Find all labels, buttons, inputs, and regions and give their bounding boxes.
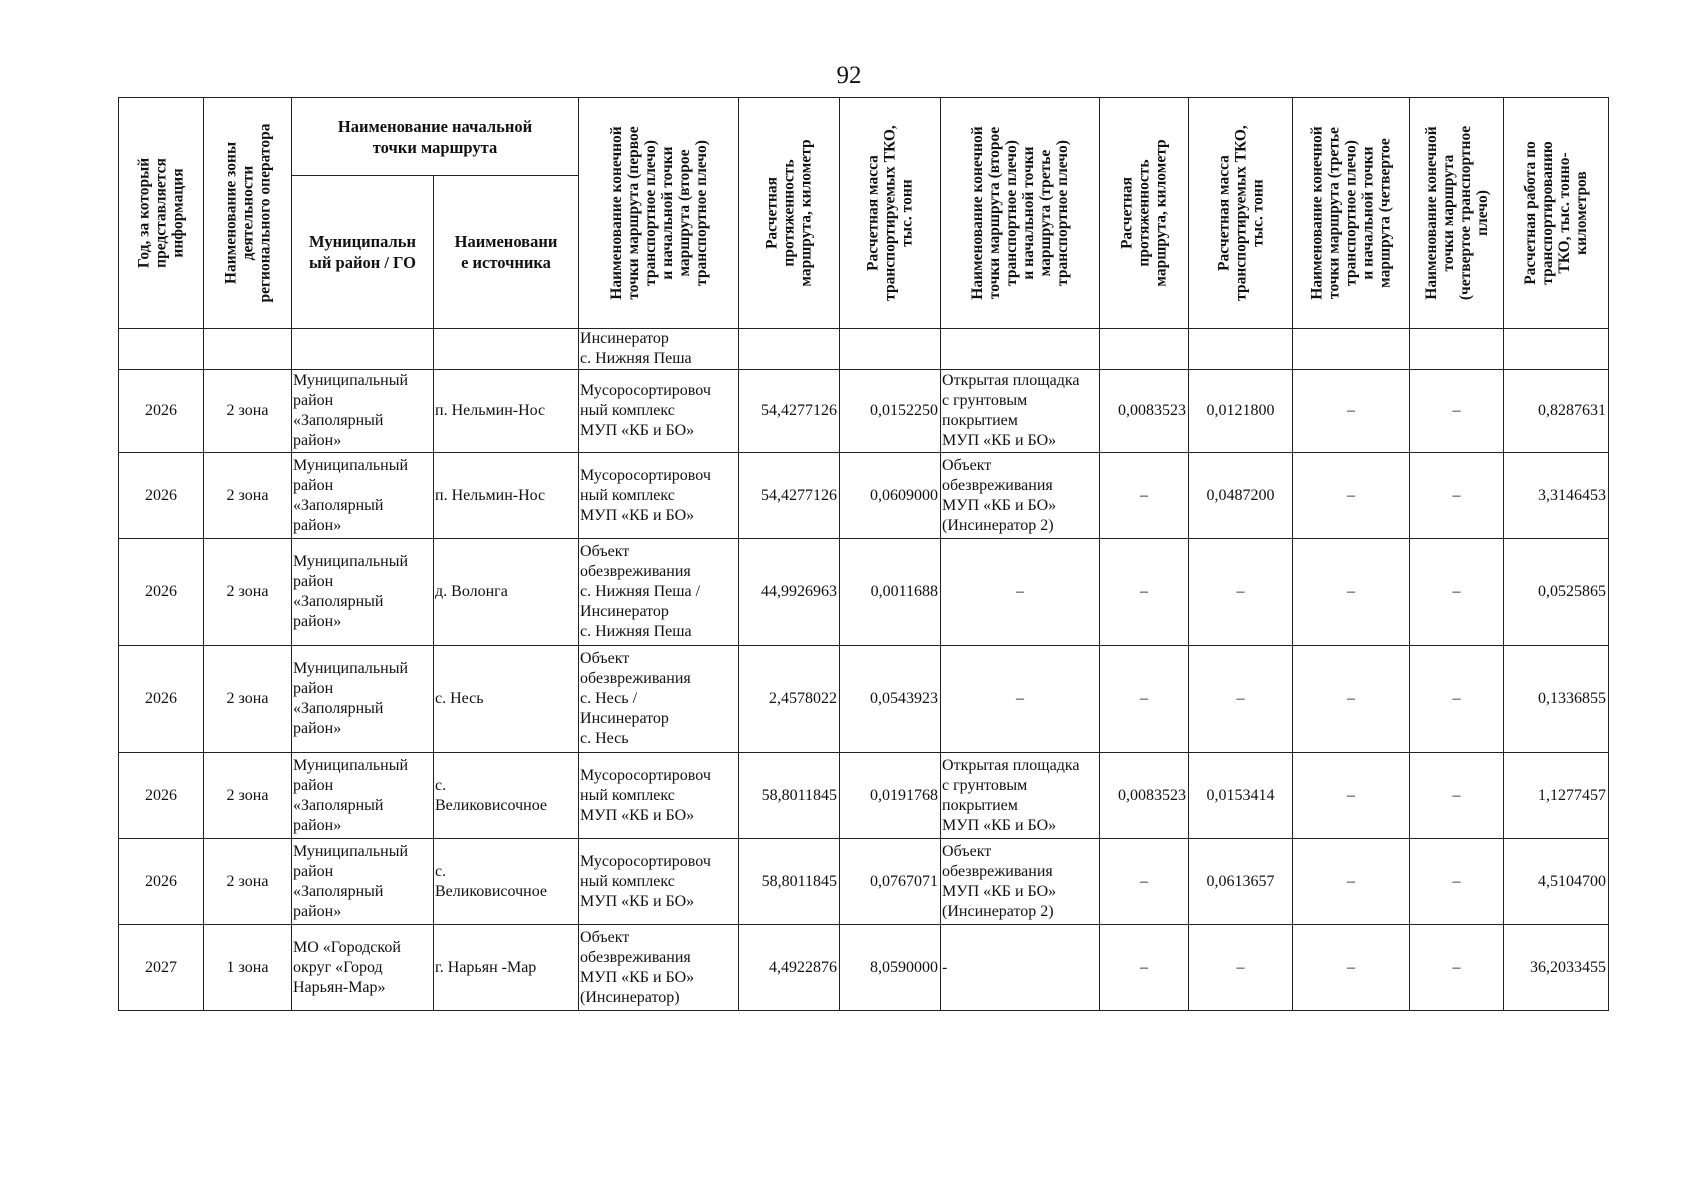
end-point-2-cell: - [941, 925, 1100, 1011]
header-district: Муниципальн ый район / ГО [292, 176, 434, 329]
district-cell: Муниципальный район «Заполярный район» [292, 539, 434, 646]
mass-1-cell: 0,0767071 [840, 839, 941, 925]
mass-1-cell: 0,0191768 [840, 753, 941, 839]
end-point-2-cell: – [941, 539, 1100, 646]
header-end-point-3 [1293, 98, 1410, 329]
end-point-3-cell: – [1293, 539, 1410, 646]
source-cell: п. Нельмин-Нос [434, 453, 579, 539]
header-zone [204, 98, 292, 329]
end-point-4-cell: – [1410, 839, 1504, 925]
length-1-cell: 2,4578022 [739, 646, 840, 753]
header-label: Расчетная протяженность маршрута, километр [763, 139, 815, 287]
length-2-cell [1100, 329, 1189, 370]
header-transport-work [1504, 98, 1609, 329]
table-row [119, 753, 1609, 839]
table-row [119, 839, 1609, 925]
mass-1-cell: 0,0011688 [840, 539, 941, 646]
length-2-cell: – [1100, 839, 1189, 925]
mass-2-cell: 0,0121800 [1189, 370, 1293, 453]
header-year [119, 98, 204, 329]
year-cell: 2026 [119, 370, 204, 453]
header-label: Расчетная работа по транспортированию ТКО, тыс. тонно- километров [1522, 141, 1591, 285]
end-point-4-cell: – [1410, 925, 1504, 1011]
end-point-3-cell: – [1293, 839, 1410, 925]
zone-cell: 2 зона [204, 646, 292, 753]
end-point-4-cell: – [1410, 370, 1504, 453]
header-mass-1 [840, 98, 941, 329]
year-cell: 2026 [119, 839, 204, 925]
header-end-point-1 [579, 98, 739, 329]
routes-table [118, 97, 1609, 1011]
end-point-4-cell: – [1410, 453, 1504, 539]
end-point-3-cell: – [1293, 753, 1410, 839]
table-row [119, 453, 1609, 539]
header-label: Год, за который представляется информация [135, 157, 187, 269]
end-point-3-cell: – [1293, 646, 1410, 753]
source-cell: с. Несь [434, 646, 579, 753]
length-2-cell: 0,0083523 [1100, 753, 1189, 839]
length-2-cell: – [1100, 646, 1189, 753]
transport-work-cell: 36,2033455 [1504, 925, 1609, 1011]
table-row [119, 646, 1609, 753]
source-cell: г. Нарьян -Мар [434, 925, 579, 1011]
year-cell: 2026 [119, 646, 204, 753]
header-start-point: Наименование начальной точки маршрута [292, 98, 579, 176]
district-cell: МО «Городской округ «Город Нарьян-Мар» [292, 925, 434, 1011]
district-cell: Муниципальный район «Заполярный район» [292, 453, 434, 539]
end-point-2-cell: Открытая площадка с грунтовым покрытием МУП «КБ и БО» [941, 753, 1100, 839]
length-1-cell [739, 329, 840, 370]
header-end-point-4 [1410, 98, 1504, 329]
mass-1-cell [840, 329, 941, 370]
year-cell [119, 329, 204, 370]
mass-2-cell: – [1189, 925, 1293, 1011]
header-label: Наименование конечной точки маршрута (четвертое транспортное плечо) [1422, 125, 1491, 301]
table-row-continuation [119, 329, 1609, 370]
district-cell: Муниципальный район «Заполярный район» [292, 839, 434, 925]
transport-work-cell: 0,1336855 [1504, 646, 1609, 753]
zone-cell: 2 зона [204, 539, 292, 646]
transport-work-cell: 0,8287631 [1504, 370, 1609, 453]
length-2-cell: – [1100, 453, 1189, 539]
mass-2-cell: 0,0613657 [1189, 839, 1293, 925]
end-point-2-cell [941, 329, 1100, 370]
length-1-cell: 44,9926963 [739, 539, 840, 646]
transport-work-cell: 0,0525865 [1504, 539, 1609, 646]
district-cell: Муниципальный район «Заполярный район» [292, 370, 434, 453]
end-point-1-cell: Объект обезвреживания с. Нижняя Пеша / Инсинератор с. Нижняя Пеша [579, 539, 739, 646]
year-cell: 2026 [119, 753, 204, 839]
length-1-cell: 54,4277126 [739, 370, 840, 453]
zone-cell: 2 зона [204, 753, 292, 839]
end-point-3-cell [1293, 329, 1410, 370]
page-number: 92 [836, 62, 862, 89]
end-point-4-cell: – [1410, 753, 1504, 839]
transport-work-cell: 3,3146453 [1504, 453, 1609, 539]
table-row [119, 370, 1609, 453]
zone-cell: 1 зона [204, 925, 292, 1011]
source-cell: с. Великовисочное [434, 753, 579, 839]
header-length-2 [1100, 98, 1189, 329]
year-cell: 2026 [119, 453, 204, 539]
end-point-4-cell: – [1410, 539, 1504, 646]
length-2-cell: – [1100, 925, 1189, 1011]
table-row [119, 539, 1609, 646]
mass-2-cell: 0,0487200 [1189, 453, 1293, 539]
district-cell: Муниципальный район «Заполярный район» [292, 646, 434, 753]
mass-1-cell: 8,0590000 [840, 925, 941, 1011]
source-cell: с. Великовисочное [434, 839, 579, 925]
end-point-1-cell: Объект обезвреживания с. Несь / Инсинератор с. Несь [579, 646, 739, 753]
mass-2-cell: 0,0153414 [1189, 753, 1293, 839]
zone-cell [204, 329, 292, 370]
end-point-3-cell: – [1293, 925, 1410, 1011]
header-label: Расчетная масса транспортируемых ТКО, тыс. тонн [864, 125, 916, 301]
header-label: Наименование конечной точки маршрута (второе транспортное плечо) и начальной точки маршрута (третье транспортное плечо) [969, 126, 1072, 300]
source-cell: п. Нельмин-Нос [434, 370, 579, 453]
end-point-1-cell: Мусоросортировоч ный комплекс МУП «КБ и БО» [579, 839, 739, 925]
length-2-cell: 0,0083523 [1100, 370, 1189, 453]
header-label: Расчетная масса транспортируемых ТКО, тыс. тонн [1215, 125, 1267, 301]
transport-work-cell [1504, 329, 1609, 370]
mass-1-cell: 0,0609000 [840, 453, 941, 539]
end-point-1-cell: Объект обезвреживания МУП «КБ и БО» (Инсинератор) [579, 925, 739, 1011]
district-cell [292, 329, 434, 370]
end-point-2-cell: – [941, 646, 1100, 753]
zone-cell: 2 зона [204, 370, 292, 453]
length-1-cell: 58,8011845 [739, 839, 840, 925]
zone-cell: 2 зона [204, 453, 292, 539]
table-row [119, 925, 1609, 1011]
transport-work-cell: 4,5104700 [1504, 839, 1609, 925]
source-cell: д. Волонга [434, 539, 579, 646]
mass-1-cell: 0,0152250 [840, 370, 941, 453]
zone-cell: 2 зона [204, 839, 292, 925]
end-point-3-cell: – [1293, 370, 1410, 453]
header-mass-2 [1189, 98, 1293, 329]
length-1-cell: 4,4922876 [739, 925, 840, 1011]
header-label: Расчетная протяженность маршрута, километр [1118, 139, 1170, 287]
end-point-2-cell: Объект обезвреживания МУП «КБ и БО» (Инсинератор 2) [941, 839, 1100, 925]
header-label: Наименование зоны деятельности регионального оператора [222, 123, 273, 303]
length-2-cell: – [1100, 539, 1189, 646]
end-point-1-cell: Инсинератор с. Нижняя Пеша [579, 329, 739, 370]
mass-2-cell: – [1189, 646, 1293, 753]
end-point-2-cell: Объект обезвреживания МУП «КБ и БО» (Инсинератор 2) [941, 453, 1100, 539]
header-source: Наименовани е источника [434, 176, 579, 329]
length-1-cell: 58,8011845 [739, 753, 840, 839]
mass-2-cell [1189, 329, 1293, 370]
mass-1-cell: 0,0543923 [840, 646, 941, 753]
end-point-3-cell: – [1293, 453, 1410, 539]
header-label: Наименование конечной точки маршрута (третье транспортное плечо) и начальной точки маршрута (четвертое [1308, 126, 1394, 300]
length-1-cell: 54,4277126 [739, 453, 840, 539]
end-point-4-cell: – [1410, 646, 1504, 753]
end-point-2-cell: Открытая площадка с грунтовым покрытием МУП «КБ и БО» [941, 370, 1100, 453]
district-cell: Муниципальный район «Заполярный район» [292, 753, 434, 839]
end-point-1-cell: Мусоросортировоч ный комплекс МУП «КБ и БО» [579, 370, 739, 453]
header-label: Наименование конечной точки маршрута (первое транспортное плечо) и начальной точки маршрута (второе транспортное плечо) [607, 126, 710, 300]
transport-work-cell: 1,1277457 [1504, 753, 1609, 839]
year-cell: 2026 [119, 539, 204, 646]
header-length-1 [739, 98, 840, 329]
year-cell: 2027 [119, 925, 204, 1011]
end-point-1-cell: Мусоросортировоч ный комплекс МУП «КБ и БО» [579, 753, 739, 839]
end-point-4-cell [1410, 329, 1504, 370]
header-end-point-2 [941, 98, 1100, 329]
end-point-1-cell: Мусоросортировоч ный комплекс МУП «КБ и БО» [579, 453, 739, 539]
mass-2-cell: – [1189, 539, 1293, 646]
source-cell [434, 329, 579, 370]
